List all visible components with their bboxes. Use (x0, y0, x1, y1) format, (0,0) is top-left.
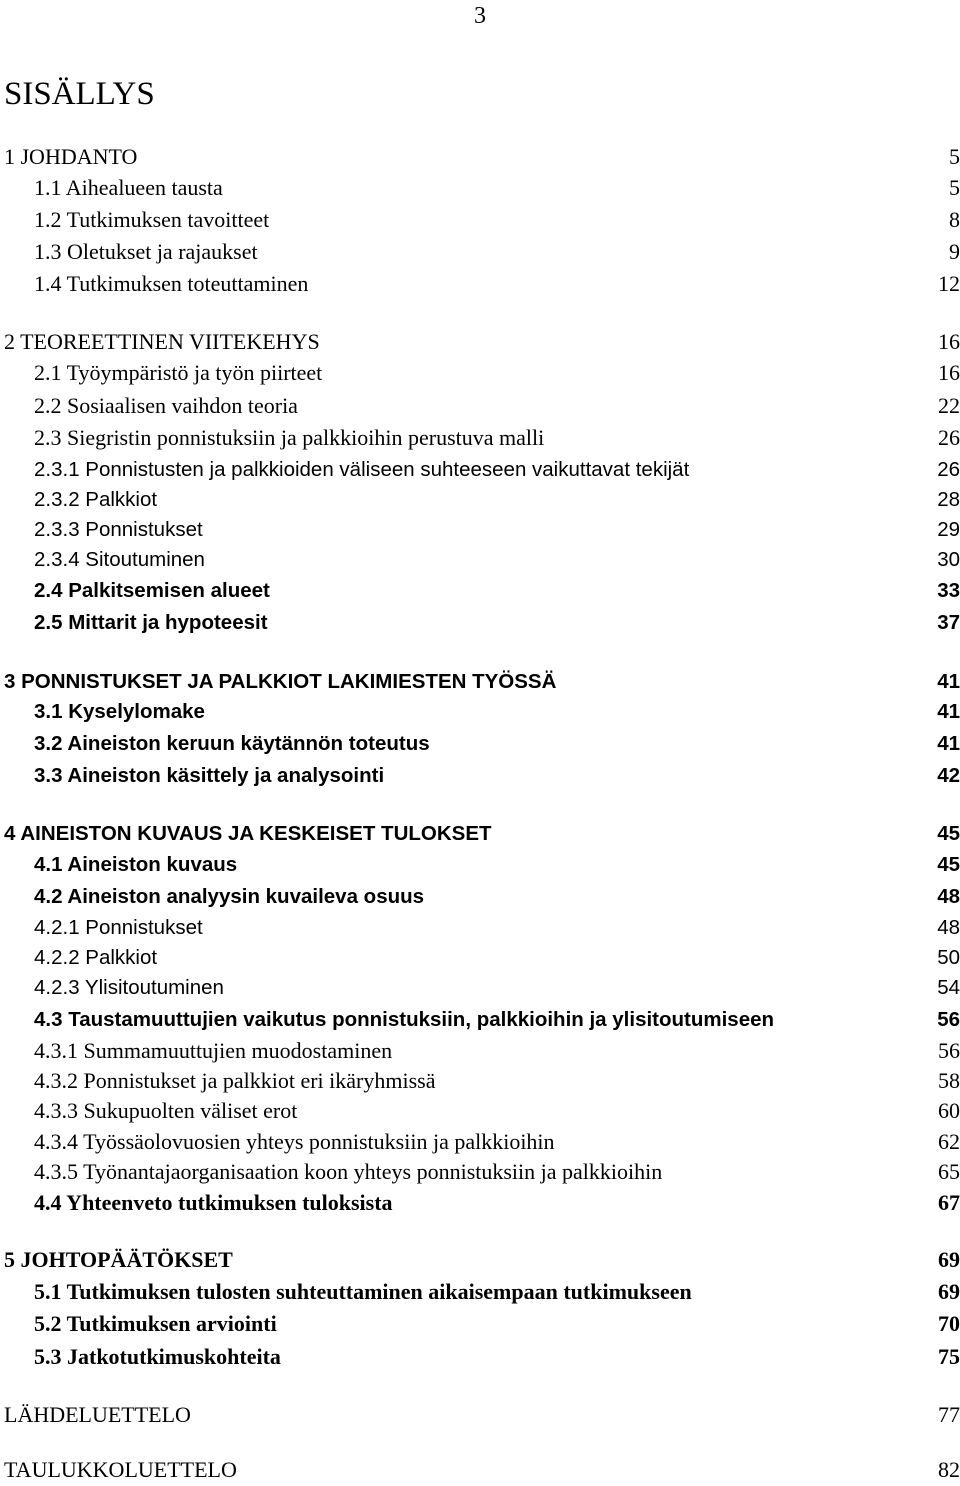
toc-entry-label: 2.3.4 Sitoutuminen (34, 548, 205, 571)
toc-entry-label: 2.3.2 Palkkiot (34, 488, 158, 511)
toc-entry (0, 206, 960, 236)
toc-entry-page: 41 (937, 732, 960, 755)
toc-entry (0, 1158, 960, 1188)
toc-entry-label: LÄHDELUETTELO (4, 1402, 191, 1427)
toc-entry (0, 762, 960, 792)
toc-entry-page: 16 (938, 360, 960, 385)
toc-entry (0, 516, 960, 546)
toc-entry (0, 1097, 960, 1127)
toc-entry (0, 1456, 960, 1486)
toc-entry-page: 5 (949, 175, 960, 200)
toc-entry-label: 4.1 Aineiston kuvaus (34, 853, 238, 876)
toc-entry-label: 1.1 Aihealueen tausta (34, 175, 223, 200)
toc-entry (0, 944, 960, 974)
toc-entry-label: 4.3.5 Työnantajaorganisaation koon yhteys ponnistuksiin ja palkkioihin (34, 1159, 663, 1184)
toc-entry (0, 424, 960, 454)
toc-entry (0, 270, 960, 300)
toc-entry (0, 546, 960, 576)
toc-entry-label: 5.1 Tutkimuksen tulosten suhteuttaminen aikaisempaan tutkimukseen (34, 1279, 692, 1304)
toc-entry-label: 4.3 Taustamuuttujien vaikutus ponnistuksiin, palkkioihin ja ylisitoutumiseen (34, 1008, 775, 1031)
toc-entry-page: 30 (937, 548, 960, 571)
toc-entry (0, 609, 960, 639)
toc-entry-label: 4 AINEISTON KUVAUS JA KESKEISET TULOKSET (4, 822, 492, 845)
toc-entry-label: 3.3 Aineiston käsittely ja analysointi (34, 764, 385, 787)
toc-entry (0, 174, 960, 204)
toc-entry-label: 2 TEOREETTINEN VIITEKEHYS (4, 329, 320, 354)
toc-entry (0, 1246, 960, 1276)
toc-entry-label: 2.4 Palkitsemisen alueet (34, 579, 270, 602)
toc-entry-label: 3 PONNISTUKSET JA PALKKIOT LAKIMIESTEN TYÖSSÄ (4, 670, 557, 693)
toc-entry-page: 33 (937, 579, 960, 602)
toc-entry-page: 70 (938, 1311, 960, 1336)
toc-entry-page: 45 (937, 822, 960, 845)
toc-entry-label: 2.5 Mittarit ja hypoteesit (34, 611, 268, 634)
toc-entry-page: 67 (938, 1190, 960, 1215)
toc-entry-page: 26 (938, 425, 960, 450)
toc-entry (0, 974, 960, 1004)
toc-entry-label: 1.4 Tutkimuksen toteuttaminen (34, 271, 309, 296)
toc-entry-label: 2.3.3 Ponnistukset (34, 518, 203, 541)
toc-entry-page: 60 (938, 1098, 960, 1123)
toc-entry-label: 1.2 Tutkimuksen tavoitteet (34, 207, 270, 232)
toc-entry-label: 4.2 Aineiston analyysin kuvaileva osuus (34, 885, 425, 908)
toc-entry (0, 456, 960, 486)
toc-entry-label: 5.2 Tutkimuksen arviointi (34, 1311, 277, 1336)
toc-entry (0, 851, 960, 881)
toc-entry-label: 5 JOHTOPÄÄTÖKSET (4, 1247, 233, 1272)
toc-entry-label: 4.3.1 Summamuuttujien muodostaminen (34, 1038, 393, 1063)
toc-entry-page: 77 (938, 1402, 960, 1427)
toc-entry-page: 65 (938, 1159, 960, 1184)
toc-entry-page: 16 (938, 329, 960, 354)
toc-entry-label: 4.4 Yhteenveto tutkimuksen tuloksista (34, 1190, 393, 1215)
toc-entry (0, 359, 960, 389)
toc-title: SISÄLLYS (4, 76, 155, 112)
toc-entry (0, 486, 960, 516)
toc-entry-label: 1 JOHDANTO (4, 144, 138, 169)
toc-entry-label: 4.3.2 Ponnistukset ja palkkiot eri ikäryhmissä (34, 1068, 436, 1093)
toc-entry (0, 730, 960, 760)
toc-entry-page: 48 (937, 885, 960, 908)
toc-entry-label: 4.3.3 Sukupuolten väliset erot (34, 1098, 298, 1123)
toc-entry-page: 69 (938, 1279, 960, 1304)
toc-entry-page: 50 (937, 946, 960, 969)
toc-entry-page: 56 (938, 1038, 960, 1063)
toc-entry-label: 2.3 Siegristin ponnistuksiin ja palkkioihin perustuva malli (34, 425, 545, 450)
toc-entry (0, 238, 960, 268)
toc-entry-page: 82 (938, 1457, 960, 1482)
toc-entry-page: 69 (938, 1247, 960, 1272)
toc-entry-page: 37 (937, 611, 960, 634)
toc-entry-page: 12 (938, 271, 960, 296)
toc-entry (0, 143, 960, 173)
toc-entry-label: 4.3.4 Työssäolovuosien yhteys ponnistuksiin ja palkkioihin (34, 1129, 555, 1154)
toc-entry-label: 2.2 Sosiaalisen vaihdon teoria (34, 393, 298, 418)
toc-entry (0, 1128, 960, 1158)
toc-entry-page: 28 (937, 488, 960, 511)
toc-entry-page: 5 (949, 144, 960, 169)
toc-entry-page: 8 (949, 207, 960, 232)
toc-entry (0, 1343, 960, 1373)
toc-entry-label: 3.1 Kyselylomake (34, 700, 205, 723)
toc-entry-page: 45 (937, 853, 960, 876)
toc-entry-page: 48 (937, 916, 960, 939)
toc-entry (0, 1037, 960, 1067)
toc-entry-page: 42 (937, 764, 960, 787)
toc-entry (0, 1067, 960, 1097)
toc-entry-page: 41 (937, 670, 960, 693)
toc-entry (0, 1278, 960, 1308)
toc-entry-label: 4.2.3 Ylisitoutuminen (34, 976, 224, 999)
toc-entry (0, 668, 960, 698)
toc-entry (0, 1006, 960, 1036)
toc-entry-label: 4.2.1 Ponnistukset (34, 916, 203, 939)
toc-entry-label: TAULUKKOLUETTELO (4, 1457, 237, 1482)
toc-entry (0, 914, 960, 944)
toc-entry (0, 698, 960, 728)
toc-entry (0, 1189, 960, 1219)
toc-entry-page: 41 (937, 700, 960, 723)
toc-entry-label: 4.2.2 Palkkiot (34, 946, 158, 969)
page-number: 3 (474, 3, 486, 29)
toc-entry-label: 2.1 Työympäristö ja työn piirteet (34, 360, 323, 385)
toc-entry (0, 883, 960, 913)
toc-entry-label: 3.2 Aineiston keruun käytännön toteutus (34, 732, 430, 755)
toc-entry (0, 1310, 960, 1340)
toc-entry-label: 1.3 Oletukset ja rajaukset (34, 239, 258, 264)
toc-entry-page: 75 (938, 1344, 960, 1369)
toc-entry (0, 1401, 960, 1431)
toc-entry-label: 2.3.1 Ponnistusten ja palkkioiden väliseen suhteeseen vaikuttavat tekijät (34, 458, 690, 481)
toc-entry (0, 820, 960, 850)
toc-entry (0, 328, 960, 358)
toc-entry-page: 9 (949, 239, 960, 264)
toc-entry-page: 22 (938, 393, 960, 418)
toc-entry-page: 29 (937, 518, 960, 541)
toc-entry-page: 58 (938, 1068, 960, 1093)
toc-entry-page: 62 (938, 1129, 960, 1154)
toc-entry (0, 577, 960, 607)
toc-entry-page: 26 (937, 458, 960, 481)
toc-entry-page: 56 (937, 1008, 960, 1031)
toc-entry-label: 5.3 Jatkotutkimuskohteita (34, 1344, 281, 1369)
toc-entry (0, 392, 960, 422)
toc-entry-page: 54 (937, 976, 960, 999)
